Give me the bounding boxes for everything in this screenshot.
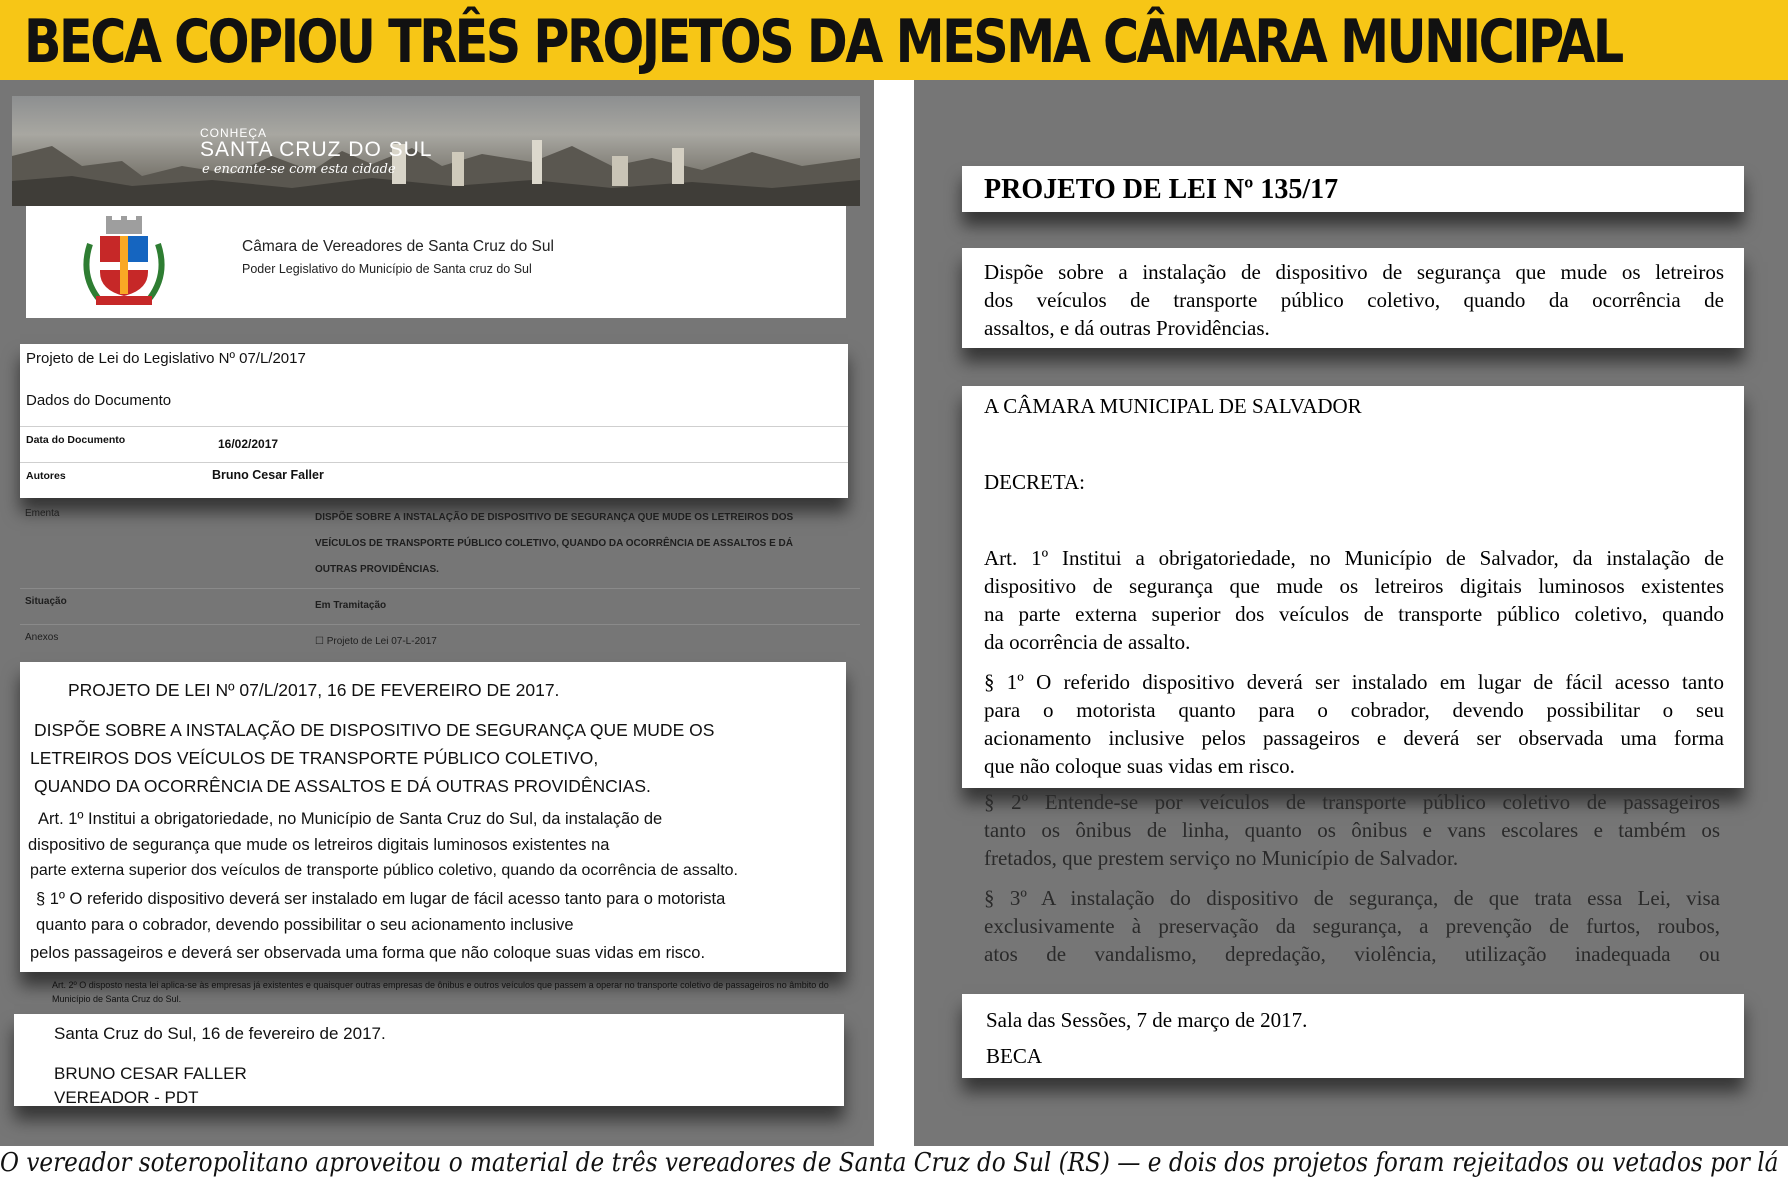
project-title: Projeto de Lei do Legislativo Nº 07/L/2017 [26, 350, 306, 367]
ementa-line: dos veículos de transporte público coletivo, quando da ocorrência de [984, 288, 1724, 312]
council-name: Câmara de Vereadores de Santa Cruz do Sul [242, 238, 554, 255]
anexos-label: Anexos [25, 632, 59, 643]
situacao-label: Situação [25, 596, 67, 607]
art1-line: na parte externa superior dos veículos de transporte público coletivo, quando [984, 602, 1724, 626]
situacao-value: Em Tramitação [315, 600, 387, 611]
art1-line: dispositivo de segurança que mude os letreiros digitais luminosos existentes [984, 574, 1724, 598]
date-value: 16/02/2017 [218, 437, 279, 451]
law-text-card [20, 662, 846, 972]
date-label: Data do Documento [26, 434, 126, 446]
anexos-link[interactable]: ☐ Projeto de Lei 07-L-2017 [315, 636, 437, 647]
site-banner [12, 96, 860, 206]
left-signature-card [14, 1014, 844, 1106]
law-line: parte externa superior dos veículos de transporte público coletivo, quando da ocorrência de assalto. [30, 862, 738, 879]
par2-line: § 2º Entende-se por veículos de transporte público coletivo de passageiros [984, 790, 1720, 814]
city-crest-icon [76, 214, 172, 310]
sign-name: BRUNO CESAR FALLER [54, 1064, 247, 1083]
article-2-small: Art. 2º O disposto nesta lei aplica-se às empresas já existentes e quaisquer outras empresas de ônibus e outros veículos que passem a operar no transporte coletivo de passageiros no âmbito do Município de Santa Cruz do Sul. [52, 980, 829, 1004]
banner-city-name: SANTA CRUZ DO SUL [200, 138, 433, 161]
par1-line: para o motorista quanto para o cobrador, devendo possibilitar o seu [984, 698, 1724, 722]
city-skyline-image [12, 136, 860, 206]
law-line: Art. 1º Institui a obrigatoriedade, no Município de Santa Cruz do Sul, da instalação de [38, 810, 663, 828]
ementa-line: assaltos, e dá outras Providências. [984, 316, 1270, 340]
sign-role: VEREADOR - PDT [54, 1088, 199, 1107]
law-line: pelos passageiros e deverá ser observada uma forma que não coloque suas vidas em risco. [30, 944, 706, 962]
art1-line: Art. 1º Institui a obrigatoriedade, no Município de Salvador, da instalação de [984, 546, 1724, 570]
par3-line: exclusivamente à preservação da segurança, a prevenção de furtos, roubos, [984, 914, 1720, 938]
law-line: dispositivo de segurança que mude os letreiros digitais luminosos existentes na [28, 836, 610, 854]
law-line: § 1º O referido dispositivo deverá ser instalado em lugar de fácil acesso tanto para o motorista [36, 890, 726, 908]
ementa-line: OUTRAS PROVIDÊNCIAS. [315, 564, 439, 575]
banner-small-text: CONHEÇA [200, 126, 268, 140]
right-ementa-card [962, 248, 1744, 348]
par1-line: § 1º O referido dispositivo deverá ser instalado em lugar de fácil acesso tanto [984, 670, 1724, 694]
par2-line: fretados, que prestem serviço no Município de Salvador. [984, 846, 1459, 870]
par3-line: atos de vandalismo, depredação, violência, utilização inadequada ou [984, 942, 1720, 966]
sign-place: Sala das Sessões, 7 de março de 2017. [986, 1008, 1308, 1032]
section-title: Dados do Documento [26, 392, 172, 409]
council-subtitle: Poder Legislativo do Município de Santa cruz do Sul [242, 262, 532, 276]
law-heading: PROJETO DE LEI Nº 07/L/2017, 16 DE FEVEREIRO DE 2017. [68, 680, 560, 700]
right-signature-card [962, 994, 1744, 1078]
divider [20, 588, 860, 589]
headline: BECA COPIOU TRÊS PROJETOS DA MESMA CÂMARA MUNICIPAL [24, 7, 1622, 77]
art1-line: da ocorrência de assalto. [984, 630, 1191, 654]
par1-line: que não coloque suas vidas em risco. [984, 754, 1295, 778]
par3-line: § 3º A instalação do dispositivo de segurança, de que trata essa Lei, visa [984, 886, 1720, 910]
par2-line: tanto os ônibus de linha, quanto os ônibus e vans escolares e também os [984, 818, 1720, 842]
ementa-label: Ementa [25, 508, 60, 519]
ementa-line: DISPÕE SOBRE A INSTALAÇÃO DE DISPOSITIVO DE SEGURANÇA QUE MUDE OS LETREIROS DOS [315, 512, 794, 523]
sign-place: Santa Cruz do Sul, 16 de fevereiro de 2017. [54, 1024, 386, 1043]
right-body-card [962, 386, 1744, 788]
law-line: quanto para o cobrador, devendo possibilitar o seu acionamento inclusive [36, 916, 574, 934]
banner-slogan: e encante-se com esta cidade [202, 162, 396, 177]
ementa-line: VEÍCULOS DE TRANSPORTE PÚBLICO COLETIVO, QUANDO DA OCORRÊNCIA DE ASSALTOS E DÁ [315, 538, 793, 549]
authors-label: Autores [26, 470, 66, 482]
divider [20, 426, 848, 427]
document-data-card [20, 344, 848, 498]
par1-line: acionamento inclusive pelos passageiros e deverá ser observada uma forma [984, 726, 1724, 750]
law-line: LETREIROS DOS VEÍCULOS DE TRANSPORTE PÚBLICO COLETIVO, [30, 748, 599, 768]
divider [20, 624, 860, 625]
caption-text: O vereador soteropolitano aproveitou o material de três vereadores de Santa Cruz do Sul (RS) — e dois dos projetos foram rejeitados ou vetados por lá [0, 1148, 1779, 1178]
divider [20, 462, 848, 463]
camara-line: A CÂMARA MUNICIPAL DE SALVADOR [984, 394, 1362, 418]
sign-name: BECA [986, 1044, 1043, 1068]
council-header [26, 206, 846, 318]
right-title: PROJETO DE LEI Nº 135/17 [984, 174, 1339, 205]
ementa-line: Dispõe sobre a instalação de dispositivo de segurança que mude os letreiros [984, 260, 1724, 284]
right-title-card [962, 166, 1744, 212]
authors-value: Bruno Cesar Faller [212, 468, 324, 482]
law-line: DISPÕE SOBRE A INSTALAÇÃO DE DISPOSITIVO DE SEGURANÇA QUE MUDE OS [34, 720, 715, 740]
caption-bar [0, 1146, 1788, 1181]
law-line: QUANDO DA OCORRÊNCIA DE ASSALTOS E DÁ OUTRAS PROVIDÊNCIAS. [34, 776, 651, 796]
decreta-line: DECRETA: [984, 470, 1085, 494]
